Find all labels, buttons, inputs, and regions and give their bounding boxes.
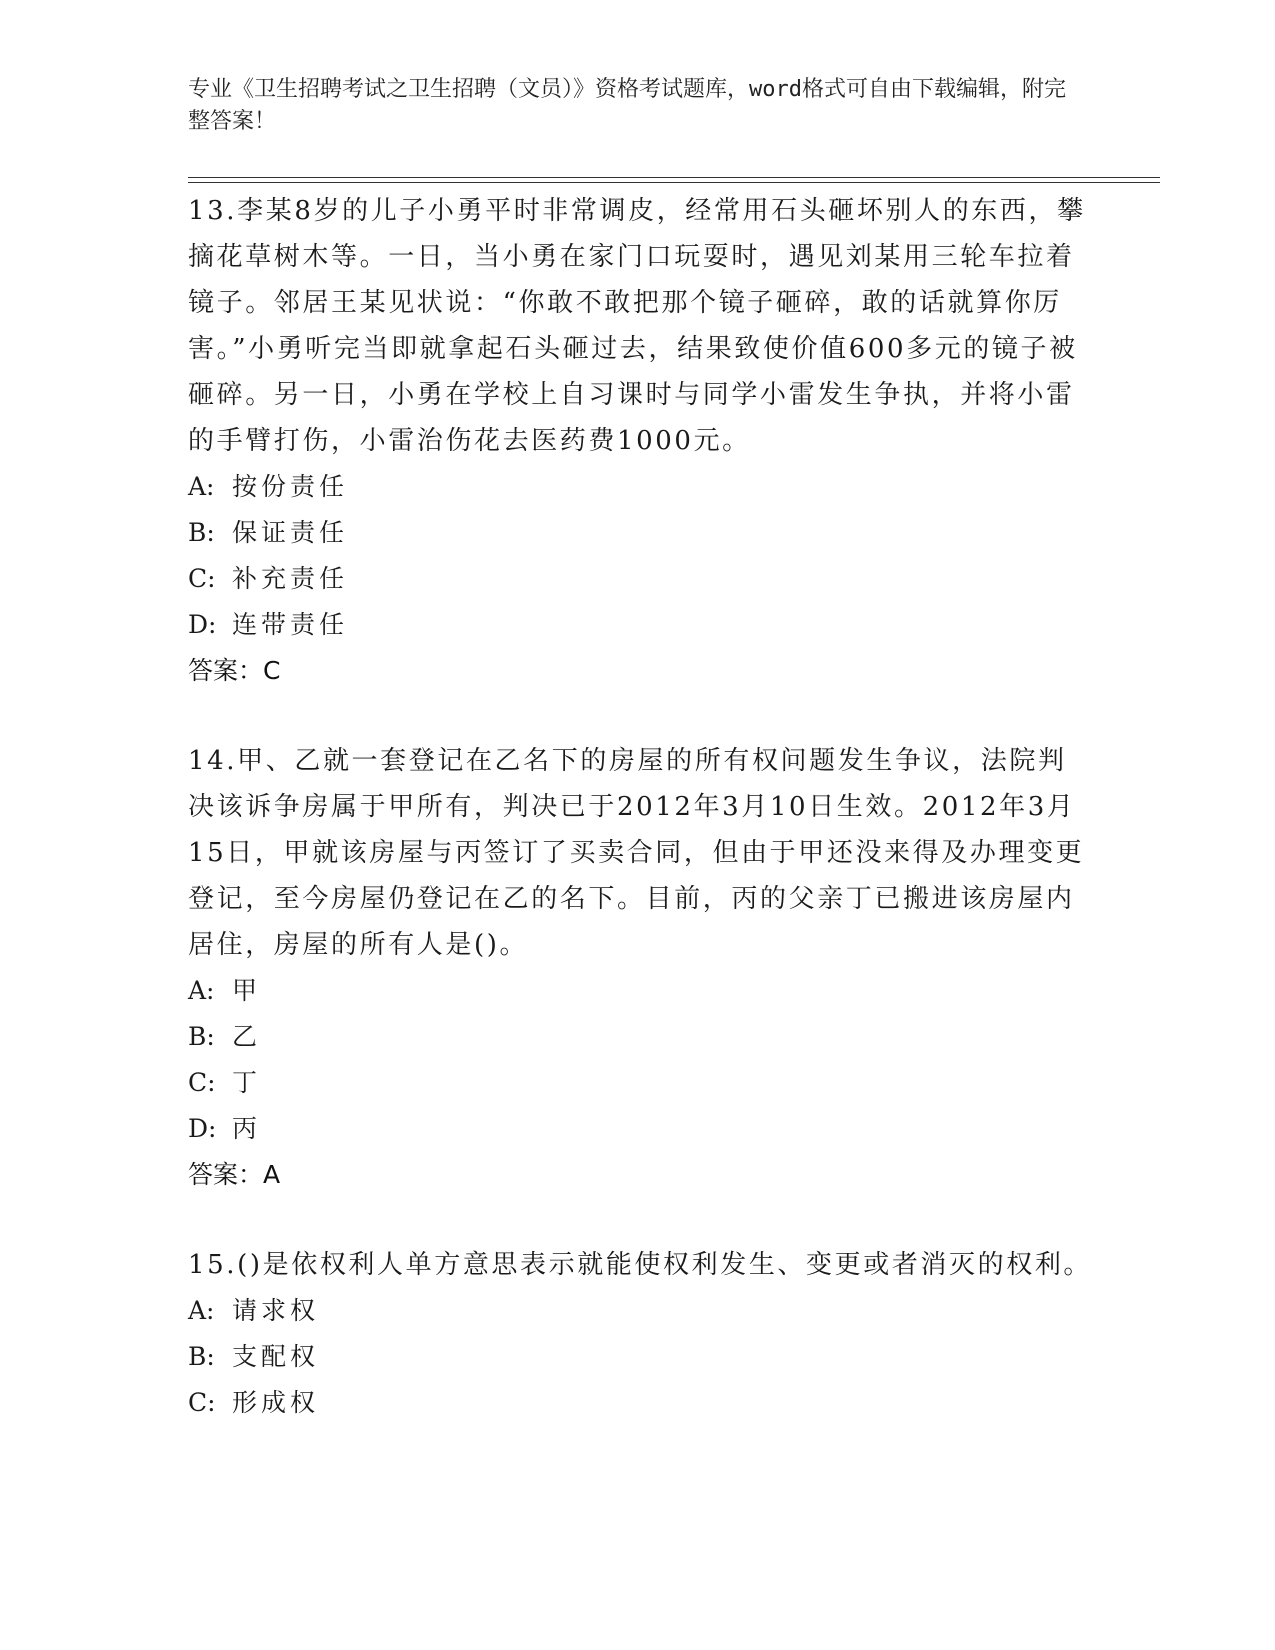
- option-key: C:: [188, 1388, 216, 1417]
- option-key: D:: [188, 610, 217, 639]
- option-a: [188, 464, 1093, 510]
- option-text: 丙: [232, 1114, 262, 1143]
- option-a: [188, 968, 1093, 1014]
- option-text: 补充责任: [232, 564, 349, 593]
- answer-line: 答案：C: [188, 656, 281, 685]
- option-b: [188, 1014, 1093, 1060]
- question-stem: 14.甲、乙就一套登记在乙名下的房屋的所有权问题发生争议，法院判决该诉争房属于甲所有，判决已于2012年3月10日生效。2012年3月15日，甲就该房屋与丙签订了买卖合同，但由于甲还没来得及办理变更登记，至今房屋仍登记在乙的名下。目前，丙的父亲丁已搬进该房屋内居住，房屋的所有人是()。: [188, 746, 1085, 960]
- option-c: [188, 556, 1093, 602]
- option-key: C:: [188, 564, 216, 593]
- question-stem: 15.()是依权利人单方意思表示就能使权利发生、变更或者消灭的权利。: [188, 1250, 1093, 1280]
- question-15: [188, 1242, 1093, 1426]
- option-text: 支配权: [232, 1342, 320, 1371]
- option-d: [188, 602, 1093, 648]
- option-text: 形成权: [232, 1388, 320, 1417]
- answer-line: 答案：A: [188, 1160, 281, 1189]
- option-key: C:: [188, 1068, 216, 1097]
- option-key: A:: [188, 472, 215, 501]
- option-key: A:: [188, 976, 215, 1005]
- option-text: 乙: [232, 1022, 262, 1051]
- option-key: B:: [188, 518, 215, 547]
- option-text: 请求权: [232, 1296, 320, 1325]
- question-list: [188, 188, 1093, 1470]
- option-key: A:: [188, 1296, 215, 1325]
- page-header: 专业《卫生招聘考试之卫生招聘（文员）》资格考试题库，word格式可自由下载编辑，附完整答案！: [188, 77, 1066, 134]
- question-stem: 13.李某8岁的儿子小勇平时非常调皮，经常用石头砸坏别人的东西，攀摘花草树木等。一日，当小勇在家门口玩耍时，遇见刘某用三轮车拉着镜子。邻居王某见状说：“你敢不敢把那个镜子砸碎，敢的话就算你厉害。”小勇听完当即就拿起石头砸过去，结果致使价值600多元的镜子被砸碎。另一日，小勇在学校上自习课时与同学小雷发生争执，并将小雷的手臂打伤，小雷治伤花去医药费1000元。: [188, 196, 1086, 456]
- option-key: B:: [188, 1022, 215, 1051]
- option-text: 保证责任: [232, 518, 349, 547]
- option-c: [188, 1380, 1093, 1426]
- option-d: [188, 1106, 1093, 1152]
- header-divider-bottom: [188, 182, 1160, 183]
- option-key: D:: [188, 1114, 217, 1143]
- option-text: 丁: [232, 1068, 262, 1097]
- option-text: 按份责任: [232, 472, 349, 501]
- option-text: 连带责任: [232, 610, 349, 639]
- option-c: [188, 1060, 1093, 1106]
- header-divider-top: [188, 177, 1160, 178]
- question-13: [188, 188, 1093, 694]
- option-text: 甲: [232, 976, 262, 1005]
- option-a: [188, 1288, 1093, 1334]
- question-14: [188, 738, 1093, 1198]
- option-b: [188, 510, 1093, 556]
- option-key: B:: [188, 1342, 215, 1371]
- option-b: [188, 1334, 1093, 1380]
